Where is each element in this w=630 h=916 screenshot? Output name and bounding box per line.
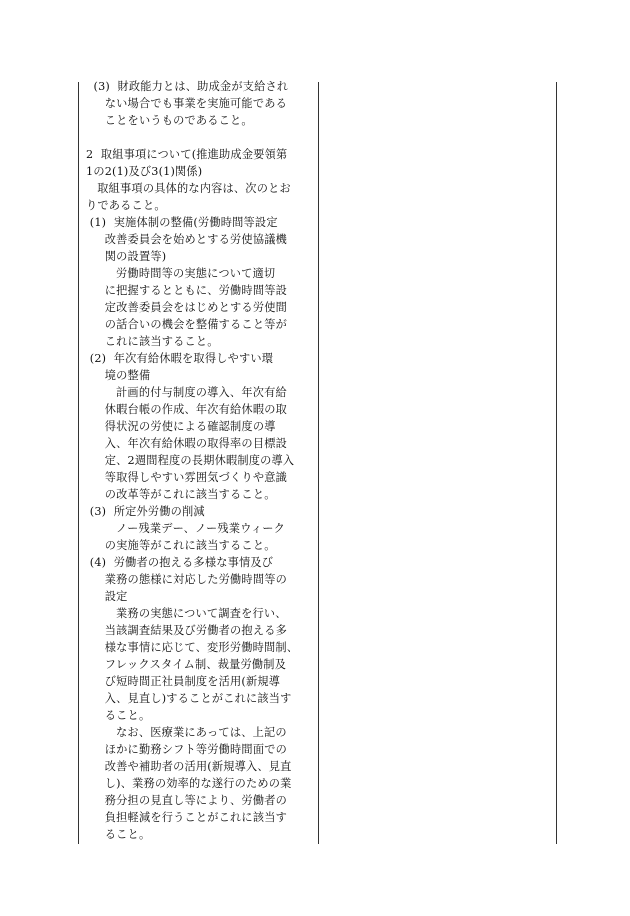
- subsection-title-line: (3) 所定外労働の削減: [86, 505, 205, 518]
- text-line: の改革等がこれに該当すること。: [86, 488, 276, 501]
- text-line: に把握するとともに、労働時間等設: [86, 284, 287, 297]
- text-line: 取組事項の具体的な内容は、次のとお: [86, 182, 291, 195]
- table-column-divider: [318, 82, 319, 844]
- text-line: これに該当すること。: [86, 335, 219, 348]
- text-line: 負担軽減を行うことがこれに該当す: [86, 811, 287, 824]
- text-line: の話合いの機会を整備すること等が: [86, 318, 287, 331]
- spacer: [86, 129, 314, 146]
- heading-line: 1の2(1)及び3(1)関係): [86, 165, 203, 178]
- text-line: (3) 財政能力とは、助成金が支給され: [86, 80, 289, 93]
- text-line: ノー残業デー、ノー残業ウィーク: [86, 522, 286, 535]
- subsection-title-line: 業務の態様に対応した労働時間等の: [86, 573, 287, 586]
- text-line: ほかに勤務シフト等労働時間面での: [86, 743, 287, 756]
- text-line: 得状況の労使による確認制度の導: [86, 420, 276, 433]
- text-line: 休暇台帳の作成、年次有給休暇の取: [86, 403, 287, 416]
- text-line: び短時間正社員制度を活用(新規導: [86, 675, 281, 688]
- text-line: なお、医療業にあっては、上記の: [86, 726, 287, 739]
- subsection-title-line: (1) 実施体制の整備(労働時間等設定: [86, 216, 278, 229]
- subsection-title-line: (4) 労働者の抱える多様な事情及び: [86, 556, 274, 569]
- subsection-1: [86, 214, 314, 350]
- text-line: 改善や補助者の活用(新規導入、見直: [86, 760, 292, 773]
- text-line: 様な事情に応じて、変形労働時間制、: [86, 641, 299, 654]
- subsection-title-line: (2) 年次有給休暇を取得しやすい環: [86, 352, 274, 365]
- table-left-border: [78, 82, 79, 844]
- text-line: 業務の実態について調査を行い、: [86, 607, 287, 620]
- left-column-text: [86, 78, 314, 843]
- text-line: フレックスタイム制、裁量労働制及: [86, 658, 287, 671]
- subsection-title-line: 設定: [86, 590, 128, 603]
- text-line: 定改善委員会をはじめとする労使間: [86, 301, 287, 314]
- subsection-title-line: 境の整備: [86, 369, 151, 382]
- text-line: 計画的付与制度の導入、年次有給: [86, 386, 287, 399]
- heading-line: 2 取組事項について(推進助成金要領第: [86, 148, 288, 161]
- section-2-heading: [86, 146, 314, 180]
- text-line: 当該調査結果及び労働者の抱える多: [86, 624, 287, 637]
- text-line: 入、年次有給休暇の取得率の目標設: [86, 437, 287, 450]
- text-line: ない場合でも事業を実施可能である: [86, 97, 287, 110]
- text-line: 務分担の見直し等により、労働者の: [86, 794, 287, 807]
- text-line: ること。: [86, 828, 151, 841]
- table-right-border: [556, 82, 557, 844]
- text-line: ことをいうものであること。: [86, 114, 253, 127]
- text-line: ること。: [86, 709, 151, 722]
- text-line: 労働時間等の実態について適切: [86, 267, 276, 280]
- item-3-financial-capacity: [86, 78, 314, 129]
- text-line: りであること。: [86, 199, 166, 212]
- text-line: の実施等がこれに該当すること。: [86, 539, 276, 552]
- subsection-title-line: 改善委員会を始めとする労使協議機: [86, 233, 287, 246]
- text-line: 入、見直し)することがこれに該当す: [86, 692, 292, 705]
- section-2-intro: [86, 180, 314, 214]
- text-line: し)、業務の効率的な遂行のための業: [86, 777, 292, 790]
- text-line: 定、2週間程度の長期休暇制度の導入: [86, 454, 295, 467]
- subsection-4: [86, 554, 314, 843]
- subsection-2: [86, 350, 314, 503]
- subsection-title-line: 関の設置等): [86, 250, 167, 263]
- subsection-3: [86, 503, 314, 554]
- text-line: 等取得しやすい雰囲気づくりや意識: [86, 471, 287, 484]
